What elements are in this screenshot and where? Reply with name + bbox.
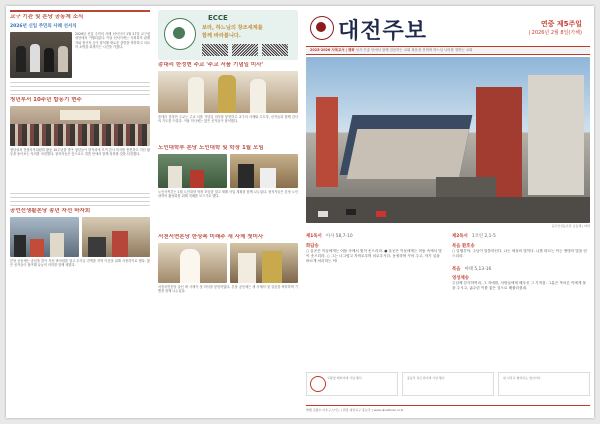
text-block	[10, 192, 150, 206]
ecce-banner	[158, 10, 298, 60]
qr-code-icon	[232, 44, 258, 56]
section-title: 노인대학부 본당 노인대학 및 학장 1월 모임	[158, 145, 264, 151]
gospel-acclamation-text: ○ 알렐루야. 주님이 말씀하신다. 나는 세상의 빛이다. 나를 따르는 이는 생명의 빛을 얻으리라.	[452, 249, 587, 258]
photo-row	[158, 243, 298, 283]
divider	[10, 10, 150, 12]
article-text: 서천서면본당 출신 새 사제가 첫 미사를 봉헌하였다. 본당 공동체는 새 사제의 첫 걸음을 축하하며 기쁨을 함께 나누었다.	[158, 285, 298, 294]
photo-group	[10, 106, 150, 146]
photo-first-mass-1	[158, 243, 227, 283]
article-text: 2026년 신입 주민의 사례 선서식이 1월 27일 교구청 성당에서 거행되었다. 이날 선서식에는 사회복지 관계자와 봉사자 등이 참석해 새로운 출발을 축하하고 서로의 소명을 되새기는 시간을 가졌다.	[75, 32, 150, 49]
section-title: 청년부서 10주년 합동기 현주	[10, 97, 82, 103]
qr-code-icon	[262, 44, 288, 56]
photo-row	[158, 154, 298, 188]
banner-title: ECCE	[208, 14, 228, 22]
photo-meeting-1	[158, 154, 227, 188]
photo-first-mass-2	[230, 243, 299, 283]
notice-text: 중동부 하트리미래 기념 행사	[407, 376, 445, 380]
newsletter-title: 대전주보	[338, 18, 428, 44]
gospel: 복음 마태 5,13-16	[452, 267, 492, 272]
readings-left	[306, 230, 442, 289]
notice-box	[402, 372, 494, 396]
banner-line: 보라, 하느님의 창조세계를	[202, 25, 263, 31]
notice-text: 교황청 배터미래 기념 행사	[327, 376, 362, 380]
text-block	[10, 81, 150, 95]
strip-year: 2025-2026 사목교서 | 평화	[310, 48, 355, 52]
newsletter-sheet	[6, 6, 594, 418]
photo-meeting-2	[230, 154, 299, 188]
strip-text: 성사 은총 안에서 함께 걸음하는 교회 복음을 전하며 하느님 나라를 향하는 교회	[355, 48, 473, 52]
communion-text: 주님께 감사하여라, 그 자애를, 사람들에게 베푸신 그 기적을. 그분은 목마른 이에게 물을 주시고, 굶주린 이를 좋은 것으로 배불리셨네.	[452, 281, 587, 290]
article-text: 총대리 한정현 주교는 주교 서품 기념일 미사를 봉헌하고 교구의 사제와 수도자, 신자들과 함께 감사의 기도를 드렸다. 이날 미사에는 많은 신자들이 참석했다.	[158, 115, 298, 124]
article-text: 노인사목부는 1월 노인대학 학장 모임을 열고 새해 사업 계획을 함께 나누었다. 참석자들은 본당 노인대학의 활성화를 위해 지혜를 모으기로 했다.	[158, 190, 298, 199]
cover-photo	[306, 57, 590, 223]
section-title: 서천서면본당 한상복 미래주 새 사제 첫미사	[158, 234, 264, 240]
section-title: 교구 기관 및 본당 공동체 소식	[10, 14, 84, 20]
seal-icon	[164, 18, 196, 50]
notice-row	[306, 368, 590, 396]
notice-box	[306, 372, 398, 396]
photo-mass	[158, 71, 298, 113]
photo-bazaar-1	[10, 217, 79, 257]
footer: 발행 김종수 아우구스티노 | 편집 대전교구 홍보국 | www.djcatholic.or.kr	[306, 405, 590, 414]
qr-code-icon	[202, 44, 228, 56]
article-text: 본당 공동체는 송년을 맞아 자선 바자회를 열고 수익금 전액을 지역 이웃을 위해 사용하기로 했다. 많은 신자들이 참여해 나눔의 의미를 함께 새겼다.	[10, 259, 150, 268]
readings-right	[452, 230, 588, 305]
section-title: 총대리 한정현 주교 '주교 서품 기념일 미사'	[158, 62, 264, 68]
psalm-label: 화답송	[306, 244, 319, 249]
photo-ceremony	[10, 32, 72, 78]
psalm-text: ○ 올곧은 이들에게는 어둠 속에서 빛이 솟으리라. ● 올곧은 이들에게는 어둠 속에서 빛이 솟으리라. ○ 그는 너그럽고 자비로우며 의로우시다. 동정하며 꾸어 주고, 자기 일을 바르게 처리하는 이!	[306, 249, 442, 263]
photo-bazaar-2	[82, 217, 151, 257]
banner-line: 함께 바라봅니다.	[202, 33, 241, 39]
section-title: 공언선생활본당 송년 자선 바자회	[10, 208, 91, 214]
masthead	[306, 10, 590, 46]
reading2: 제2독서 1코린 2,1-5	[452, 234, 496, 239]
front-page	[306, 10, 590, 380]
article-text: 청년성서 전담사목위원회 활동 10주년을 맞아 청년들이 한자리에 모여 감사 미사를 봉헌하고 지난 활동을 돌아보는 자리를 마련했다. 참석자들은 앞으로도 말씀 안에서 함께 성장할 것을 다짐했다.	[10, 148, 150, 157]
notice-box	[498, 372, 590, 396]
section-subtitle: 2026년 신입 주민의 사례 선서식	[10, 24, 77, 29]
gospel-acclamation-label: 복음 환호송	[452, 244, 475, 249]
notice-text: 새 사목교 협력하는 청년미사	[503, 376, 541, 380]
issue-label: 연중 제5주일	[540, 20, 582, 28]
section-row	[10, 32, 150, 78]
cover-caption: 공주산성동본당 공동체 | 바라	[551, 224, 590, 228]
readings-section	[306, 230, 590, 350]
reading1: 제1독서 이사 58,7-10	[306, 234, 353, 239]
photo-row	[10, 217, 150, 257]
communion-label: 영성체송	[452, 276, 469, 281]
issue-date: | 2026년 2월 8일(가해)	[528, 30, 582, 36]
pastoral-strip	[306, 46, 590, 55]
middle-column	[158, 10, 298, 327]
seal-icon	[310, 376, 326, 392]
diocese-logo-icon	[310, 16, 334, 40]
left-column	[10, 10, 150, 287]
